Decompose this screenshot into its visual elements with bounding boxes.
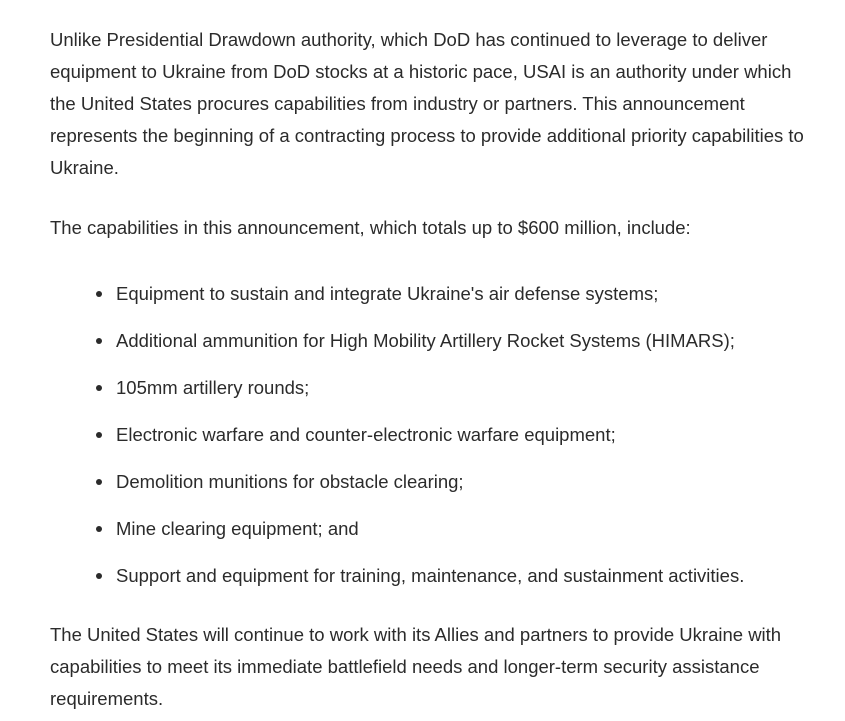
list-item — [96, 466, 815, 498]
closing-paragraph: The United States will continue to work with its Allies and partners to provide Ukraine with capabilities to meet its immediate battlefield needs and longer-term security assistance requirements. — [50, 624, 782, 709]
list-item-text: Support and equipment for training, maintenance, and sustainment activities. — [116, 565, 745, 586]
bullet-icon — [96, 291, 102, 297]
list-item-text: Mine clearing equipment; and — [116, 518, 359, 539]
list-item — [96, 419, 815, 451]
list-item — [96, 278, 815, 310]
list-item-text: Additional ammunition for High Mobility Artillery Rocket Systems (HIMARS); — [116, 330, 735, 351]
list-item-text: Electronic warfare and counter-electronic warfare equipment; — [116, 424, 616, 445]
bullet-icon — [96, 338, 102, 344]
capabilities-lead-paragraph: The capabilities in this announcement, which totals up to $600 million, include: — [50, 217, 691, 238]
intro-paragraph: Unlike Presidential Drawdown authority, which DoD has continued to leverage to deliver equipment to Ukraine from DoD stocks at a historic pace, USAI is an authority under which the United States procures capabilities from industry or partners. This announcement represents the beginning of a contracting process to provide additional priority capabilities to Ukraine. — [50, 29, 804, 178]
list-item — [96, 560, 815, 592]
bullet-icon — [96, 526, 102, 532]
capabilities-list — [50, 278, 815, 592]
list-item-text: 105mm artillery rounds; — [116, 377, 310, 398]
bullet-icon — [96, 432, 102, 438]
bullet-icon — [96, 573, 102, 579]
list-item — [96, 325, 815, 357]
bullet-icon — [96, 385, 102, 391]
list-item — [96, 513, 815, 545]
list-item-text: Equipment to sustain and integrate Ukraine's air defense systems; — [116, 283, 659, 304]
list-item — [96, 372, 815, 404]
bullet-icon — [96, 479, 102, 485]
list-item-text: Demolition munitions for obstacle clearing; — [116, 471, 464, 492]
